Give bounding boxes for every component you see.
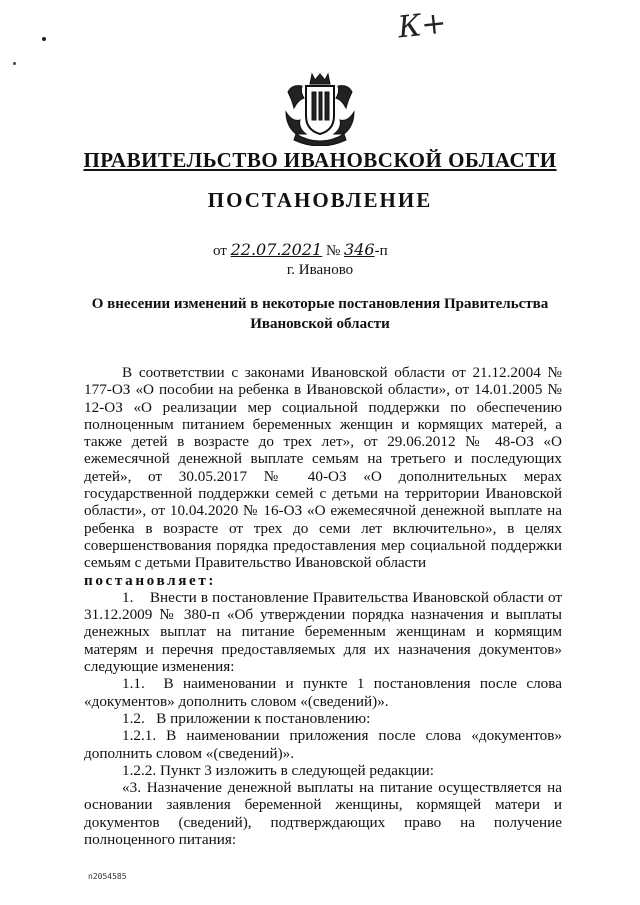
paragraph-3-new-text: «3. Назначение денежной выплаты на питание осуществляется на основании заявления беременной женщины, кормящей матери и документов (сведений), подтверждающих право на получение полноценного питания:: [84, 779, 562, 849]
document-type-title: ПОСТАНОВЛЕНИЕ: [207, 188, 433, 212]
coat-of-arms-emblem: [282, 72, 358, 146]
number-suffix: -п: [374, 243, 388, 259]
number-label: №: [325, 243, 341, 259]
document-date: 22.07.2021: [230, 240, 323, 259]
city-name: г. Иваново: [286, 262, 354, 278]
government-title: ПРАВИТЕЛЬСТВО ИВАНОВСКОЙ ОБЛАСТИ: [83, 148, 557, 172]
document-number: 346: [344, 240, 375, 259]
paragraph-1-2-2: 1.2.2. Пункт 3 изложить в следующей редакции:: [122, 761, 435, 779]
preamble-paragraph: В соответствии с законами Ивановской области от 21.12.2004 № 177-ОЗ «О пособии на ребенка в Ивановской области», от 14.01.2005 № 12-ОЗ «О реализации мер социальной поддержки по обеспечению полноценным питанием беременных женщин и кормящих матерей, а также детей в возрасте до трех лет», от 29.06.2012 № 48-ОЗ «О ежемесячной денежной выплате семьям на третьего и последующих детей», от 30.05.2017 № 40-ОЗ «О дополнительных мерах государственной поддержки семей с детьми на территории Ивановской области», от 10.04.2020 № 16-ОЗ «О ежемесячной денежной выплате на ребенка в возрасте от трех до семи лет включительно», в целях совершенствования порядка предоставления мер социальной поддержки семьям с детьми Правительство Ивановской области: [84, 364, 562, 572]
footer-document-code: n2054585: [88, 872, 127, 881]
date-prefix: от: [213, 243, 227, 259]
paragraph-1-2-1: 1.2.1. В наименовании приложения после слова «документов» дополнить словом «(сведений)».: [84, 727, 562, 762]
ink-mark: [13, 62, 16, 65]
document-subject: О внесении изменений в некоторые постановления Правительства Ивановской области: [91, 296, 549, 332]
date-number-line: [213, 240, 388, 260]
paragraph-1: 1. Внести в постановление Правительства Ивановской области от 31.12.2009 № 380-п «Об утверждении порядка назначения и выплаты денежных выплат на питание беременным женщинам и кормящим матерям и перечня предоставляемых для их назначения документов» следующие изменения:: [84, 588, 562, 676]
handwritten-note: К+: [396, 5, 449, 46]
paragraph-1-2: 1.2. В приложении к постановлению:: [122, 709, 371, 727]
resolves-line: [84, 572, 562, 589]
ink-mark: [42, 37, 46, 41]
paragraph-1-1: 1.1. В наименовании и пункте 1 постановления после слова «документов» дополнить словом «(сведений)».: [84, 675, 562, 710]
resolves-word: постановляет:: [84, 571, 217, 589]
document-body: [84, 364, 562, 848]
